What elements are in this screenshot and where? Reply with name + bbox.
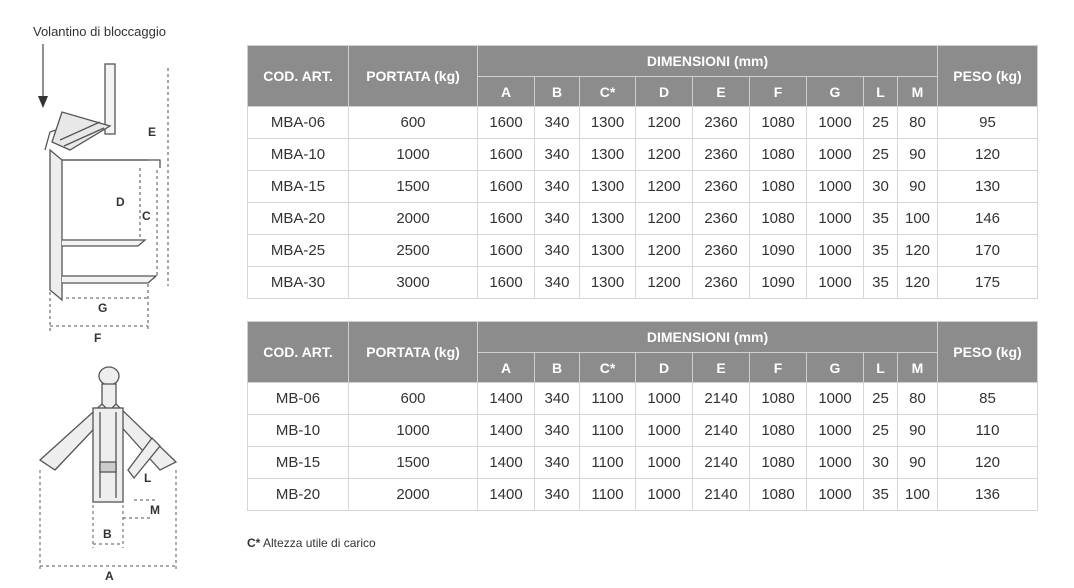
label-L: L: [144, 471, 152, 485]
table-cell: 35: [864, 267, 898, 299]
table-cell: 25: [864, 383, 898, 415]
table-cell: 95: [938, 107, 1038, 139]
table-cell: 100: [898, 479, 938, 511]
table-cell: 1000: [807, 235, 864, 267]
table-cell: MB-15: [248, 447, 349, 479]
table-cell: 1600: [478, 267, 535, 299]
table-cell: 25: [864, 415, 898, 447]
table-cell: 110: [938, 415, 1038, 447]
header-dim-m: M: [898, 353, 938, 383]
table-cell: 340: [535, 203, 580, 235]
table-cell: 1300: [580, 139, 636, 171]
table-cell: MB-20: [248, 479, 349, 511]
table-cell: 1200: [636, 139, 693, 171]
table-cell: 2360: [693, 139, 750, 171]
table-cell: 1200: [636, 267, 693, 299]
table-cell: 80: [898, 383, 938, 415]
table-cell: 1080: [750, 139, 807, 171]
table-cell: 2140: [693, 415, 750, 447]
header-portata: PORTATA (kg): [349, 322, 478, 383]
spec-table-mba-body: [248, 107, 1038, 299]
header-dimensioni: DIMENSIONI (mm): [478, 322, 938, 353]
header-dim-g: G: [807, 77, 864, 107]
table-cell: 1600: [478, 139, 535, 171]
header-dim-a: A: [478, 77, 535, 107]
table-cell: MBA-20: [248, 203, 349, 235]
table-cell: 600: [349, 383, 478, 415]
table-cell: 170: [938, 235, 1038, 267]
table-cell: 130: [938, 171, 1038, 203]
header-dim-d: D: [636, 77, 693, 107]
table-cell: 1080: [750, 107, 807, 139]
table-cell: 1100: [580, 447, 636, 479]
table-cell: 1000: [349, 139, 478, 171]
table-cell: 1200: [636, 107, 693, 139]
table-cell: 340: [535, 479, 580, 511]
table-cell: 120: [938, 139, 1038, 171]
footnote-marker: C*: [247, 536, 261, 550]
header-dim-l: L: [864, 77, 898, 107]
table-cell: 1000: [807, 171, 864, 203]
diagram-caption: Volantino di bloccaggio: [33, 24, 166, 39]
table-cell: 100: [898, 203, 938, 235]
label-E: E: [148, 125, 157, 139]
table-cell: 35: [864, 203, 898, 235]
table-cell: 340: [535, 447, 580, 479]
table-cell: 1300: [580, 107, 636, 139]
table-cell: 1300: [580, 267, 636, 299]
table-cell: 340: [535, 171, 580, 203]
table-cell: 1200: [636, 235, 693, 267]
label-D: D: [116, 195, 125, 209]
header-dimensioni: DIMENSIONI (mm): [478, 46, 938, 77]
table-cell: 340: [535, 267, 580, 299]
header-cod-art: COD. ART.: [248, 322, 349, 383]
table-row: [248, 383, 1038, 415]
table-row: [248, 447, 1038, 479]
table-row: [248, 171, 1038, 203]
table-cell: 2360: [693, 267, 750, 299]
table-cell: 2360: [693, 235, 750, 267]
table-cell: 25: [864, 139, 898, 171]
label-M: M: [150, 503, 160, 517]
table-cell: 1100: [580, 415, 636, 447]
header-dim-a: A: [478, 353, 535, 383]
table-row: [248, 139, 1038, 171]
header-peso: PESO (kg): [938, 46, 1038, 107]
table-cell: 1000: [807, 139, 864, 171]
table-cell: 120: [898, 235, 938, 267]
table-cell: 1080: [750, 415, 807, 447]
header-dim-m: M: [898, 77, 938, 107]
table-cell: 146: [938, 203, 1038, 235]
table-cell: 1300: [580, 203, 636, 235]
header-dim-f: F: [750, 353, 807, 383]
table-cell: 1000: [807, 267, 864, 299]
table-cell: 1200: [636, 171, 693, 203]
table-cell: 1000: [807, 415, 864, 447]
table-cell: 2500: [349, 235, 478, 267]
table-cell: 120: [938, 447, 1038, 479]
header-dim-f: F: [750, 77, 807, 107]
table-cell: 136: [938, 479, 1038, 511]
table-cell: 2360: [693, 171, 750, 203]
table-row: [248, 267, 1038, 299]
table-cell: 90: [898, 447, 938, 479]
table-cell: 2140: [693, 479, 750, 511]
table-cell: 1500: [349, 447, 478, 479]
header-portata: PORTATA (kg): [349, 46, 478, 107]
table-cell: 340: [535, 139, 580, 171]
table-cell: 1080: [750, 171, 807, 203]
header-peso: PESO (kg): [938, 322, 1038, 383]
table-cell: 1500: [349, 171, 478, 203]
header-dim-e: E: [693, 77, 750, 107]
spec-table-mb: [247, 321, 1038, 511]
table-cell: 1080: [750, 203, 807, 235]
table-cell: 85: [938, 383, 1038, 415]
table-cell: 120: [898, 267, 938, 299]
label-B: B: [103, 527, 112, 541]
table-row: [248, 479, 1038, 511]
table-cell: 600: [349, 107, 478, 139]
table-cell: MBA-06: [248, 107, 349, 139]
table-cell: 90: [898, 171, 938, 203]
table-cell: 175: [938, 267, 1038, 299]
table-cell: 1080: [750, 447, 807, 479]
spec-table-mb-body: [248, 383, 1038, 511]
table-cell: 35: [864, 479, 898, 511]
table-cell: 340: [535, 235, 580, 267]
table-cell: 80: [898, 107, 938, 139]
header-dim-b: B: [535, 77, 580, 107]
table-cell: 1400: [478, 383, 535, 415]
table-cell: 1000: [636, 447, 693, 479]
label-F: F: [94, 331, 102, 345]
table-cell: 35: [864, 235, 898, 267]
header-dim-e: E: [693, 353, 750, 383]
table-row: [248, 415, 1038, 447]
footnote-text: Altezza utile di carico: [260, 536, 376, 550]
table-cell: 90: [898, 139, 938, 171]
table-cell: 1080: [750, 479, 807, 511]
table-cell: 1300: [580, 235, 636, 267]
header-dim-g: G: [807, 353, 864, 383]
table-cell: 2000: [349, 479, 478, 511]
table-cell: 1200: [636, 203, 693, 235]
table-cell: 1300: [580, 171, 636, 203]
table-cell: 2140: [693, 383, 750, 415]
header-dim-l: L: [864, 353, 898, 383]
header-dim-d: D: [636, 353, 693, 383]
table-cell: 1600: [478, 235, 535, 267]
table-cell: 1000: [807, 203, 864, 235]
table-cell: 1090: [750, 267, 807, 299]
table-cell: 1000: [807, 107, 864, 139]
header-dim-b: B: [535, 353, 580, 383]
table-row: [248, 235, 1038, 267]
table-row: [248, 107, 1038, 139]
table-cell: 1000: [636, 383, 693, 415]
table-cell: 1000: [636, 415, 693, 447]
table-cell: 1400: [478, 415, 535, 447]
table-cell: 90: [898, 415, 938, 447]
table-cell: 25: [864, 107, 898, 139]
technical-diagram: [0, 0, 240, 588]
table-cell: 1100: [580, 479, 636, 511]
table-cell: 1600: [478, 171, 535, 203]
table-cell: 2000: [349, 203, 478, 235]
table-cell: 1000: [636, 479, 693, 511]
table-cell: 3000: [349, 267, 478, 299]
table-cell: 1000: [349, 415, 478, 447]
fork-diagram-drawing: [0, 0, 240, 588]
table-cell: 1000: [807, 479, 864, 511]
table-cell: 340: [535, 107, 580, 139]
table-cell: 1600: [478, 203, 535, 235]
table-cell: 1000: [807, 447, 864, 479]
table-cell: MBA-30: [248, 267, 349, 299]
label-A: A: [105, 569, 114, 583]
table-cell: 1100: [580, 383, 636, 415]
table-cell: 1090: [750, 235, 807, 267]
table-cell: MBA-25: [248, 235, 349, 267]
table-cell: 1080: [750, 383, 807, 415]
table-cell: MB-10: [248, 415, 349, 447]
spec-table-mba: [247, 45, 1038, 299]
table-cell: 2140: [693, 447, 750, 479]
table-cell: 340: [535, 415, 580, 447]
header-cod-art: COD. ART.: [248, 46, 349, 107]
table-cell: MBA-15: [248, 171, 349, 203]
header-dim-c: C*: [580, 353, 636, 383]
table-cell: 30: [864, 171, 898, 203]
table-row: [248, 203, 1038, 235]
table-cell: 1400: [478, 447, 535, 479]
table-cell: 30: [864, 447, 898, 479]
table-cell: 2360: [693, 203, 750, 235]
table-cell: 1000: [807, 383, 864, 415]
footnote: [247, 536, 376, 550]
header-dim-c: C*: [580, 77, 636, 107]
label-G: G: [98, 301, 108, 315]
table-cell: 1600: [478, 107, 535, 139]
table-cell: 2360: [693, 107, 750, 139]
table-cell: 340: [535, 383, 580, 415]
label-C: C: [142, 209, 151, 223]
table-cell: 1400: [478, 479, 535, 511]
table-cell: MB-06: [248, 383, 349, 415]
table-cell: MBA-10: [248, 139, 349, 171]
